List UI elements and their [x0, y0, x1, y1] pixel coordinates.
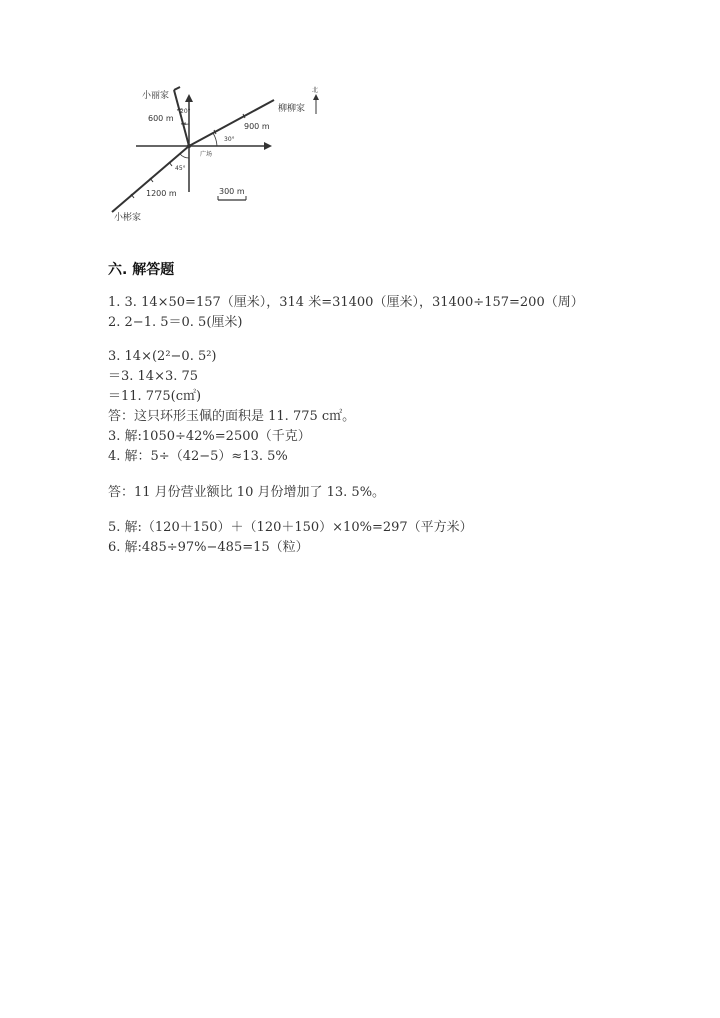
label-square: 广场: [200, 151, 213, 158]
answer-line: 6. 解:485÷97%−485=15（粒）: [108, 540, 309, 555]
north-indicator-arrow-icon: [313, 94, 319, 100]
label-xiaoli-home: 小丽家: [142, 91, 170, 101]
answer-line: 5. 解:（120＋150）＋（120＋150）×10%=297（平方米）: [108, 520, 473, 535]
label-scale: 300 m: [219, 187, 245, 196]
direction-map-diagram: [100, 80, 360, 230]
answer-line: ＝11. 775(c㎡): [108, 389, 202, 404]
section-title: 六. 解答题: [108, 262, 175, 278]
tick: [181, 123, 186, 124]
east-arrowhead-icon: [264, 142, 272, 150]
label-angle-30: 30°: [224, 136, 235, 143]
answer-line: 2. 2−1. 5＝0. 5(厘米): [108, 315, 243, 330]
label-dist-900: 900 m: [244, 122, 270, 131]
label-dist-600: 600 m: [148, 114, 174, 123]
answer-line: 答：11 月份营业额比 10 月份增加了 13. 5%。: [108, 485, 386, 500]
north-arrowhead-icon: [185, 94, 193, 102]
answer-line: 4. 解：5÷（42−5）≈13. 5%: [108, 449, 288, 464]
ray-xiaoli-end: [174, 87, 180, 90]
label-angle-20: 20°: [180, 108, 191, 115]
label-liuliu-home: 柳柳家: [278, 104, 306, 114]
answer-line: 答：这只环形玉佩的面积是 11. 775 c㎡。: [108, 409, 356, 424]
label-north: 北: [312, 87, 319, 94]
answer-line: 1. 3. 14×50=157（厘米），314 米=31400（厘米），31400÷157=200（周）: [108, 295, 584, 310]
angle-arc-30: [213, 133, 217, 146]
angle-arc-45: [180, 154, 189, 158]
square-origin-point: [187, 144, 191, 148]
label-xiaobin-home: 小彬家: [114, 213, 142, 223]
ray-xiaoli-home: [174, 90, 189, 146]
label-angle-45: 45°: [175, 165, 186, 172]
answer-line: ＝3. 14×3. 75: [108, 369, 199, 384]
answer-line: 3. 解:1050÷42%=2500（千克）: [108, 429, 311, 444]
answer-line: 3. 14×(2²−0. 5²): [108, 349, 217, 364]
label-dist-1200: 1200 m: [146, 189, 177, 198]
